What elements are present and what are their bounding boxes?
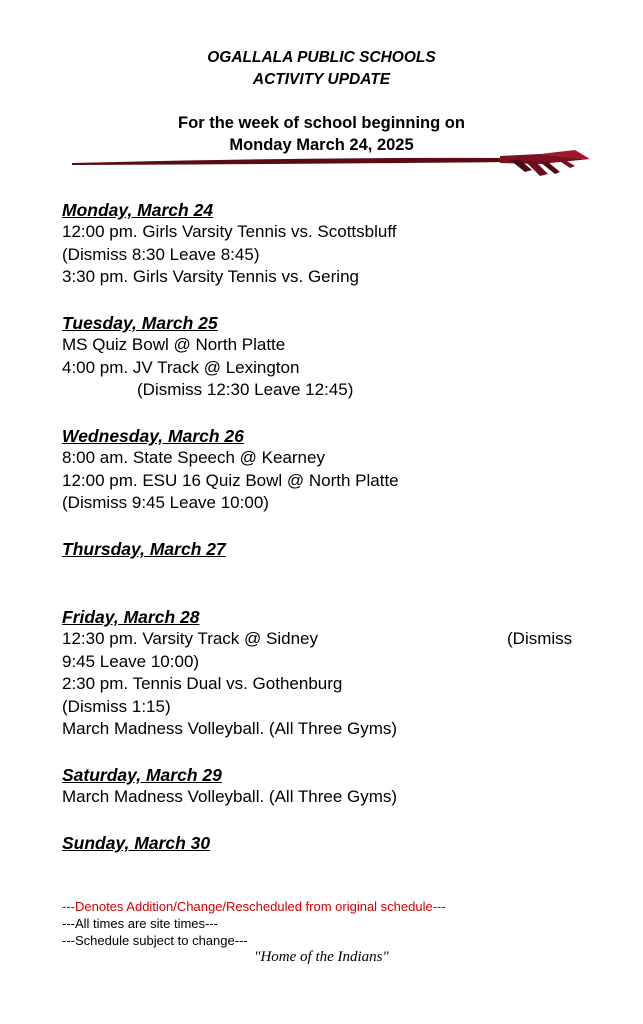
day-heading-saturday: Saturday, March 29 <box>62 765 222 785</box>
event-line: 9:45 Leave 10:00) <box>62 652 200 671</box>
spear-divider <box>70 150 600 178</box>
event-line: MS Quiz Bowl @ North Platte <box>62 335 286 354</box>
event-line: (Dismiss 8:30 Leave 8:45) <box>62 245 260 264</box>
event-line: 8:00 am. State Speech @ Kearney <box>62 448 325 467</box>
event-line: March Madness Volleyball. (All Three Gyms) <box>62 719 398 738</box>
week-line-2: Monday March 24, 2025 <box>229 136 414 154</box>
day-heading-thursday: Thursday, March 27 <box>62 539 226 559</box>
day-heading-tuesday: Tuesday, March 25 <box>62 313 218 333</box>
day-heading-sunday: Sunday, March 30 <box>62 833 211 853</box>
event-line: 12:30 pm. Varsity Track @ Sidney <box>62 629 318 648</box>
change-legend: ---Denotes Addition/Change/Rescheduled from original schedule--- <box>62 899 446 914</box>
week-line-1: For the week of school beginning on <box>178 114 465 132</box>
event-line: 4:00 pm. JV Track @ Lexington <box>62 358 300 377</box>
school-name: OGALLALA PUBLIC SCHOOLS <box>207 49 436 66</box>
event-line: 12:00 pm. Girls Varsity Tennis vs. Scottsbluff <box>62 222 397 241</box>
site-times-note: ---All times are site times--- <box>62 916 219 931</box>
event-line: (Dismiss 12:30 Leave 12:45) <box>137 380 354 399</box>
day-heading-friday: Friday, March 28 <box>62 607 200 627</box>
event-line: 3:30 pm. Girls Varsity Tennis vs. Gering <box>62 267 359 286</box>
event-line: (Dismiss <box>507 629 573 648</box>
event-line: 2:30 pm. Tennis Dual vs. Gothenburg <box>62 674 343 693</box>
header-org-block <box>0 47 643 91</box>
event-line: March Madness Volleyball. (All Three Gyms) <box>62 787 398 806</box>
school-motto: "Home of the Indians" <box>254 949 389 965</box>
day-heading-monday: Monday, March 24 <box>62 200 214 220</box>
event-line: 12:00 pm. ESU 16 Quiz Bowl @ North Platte <box>62 471 399 490</box>
document-subtitle: ACTIVITY UPDATE <box>252 71 391 88</box>
event-line: (Dismiss 9:45 Leave 10:00) <box>62 493 269 512</box>
day-heading-wednesday: Wednesday, March 26 <box>62 426 244 446</box>
event-line: (Dismiss 1:15) <box>62 697 171 716</box>
schedule-change-note: ---Schedule subject to change--- <box>62 933 248 948</box>
